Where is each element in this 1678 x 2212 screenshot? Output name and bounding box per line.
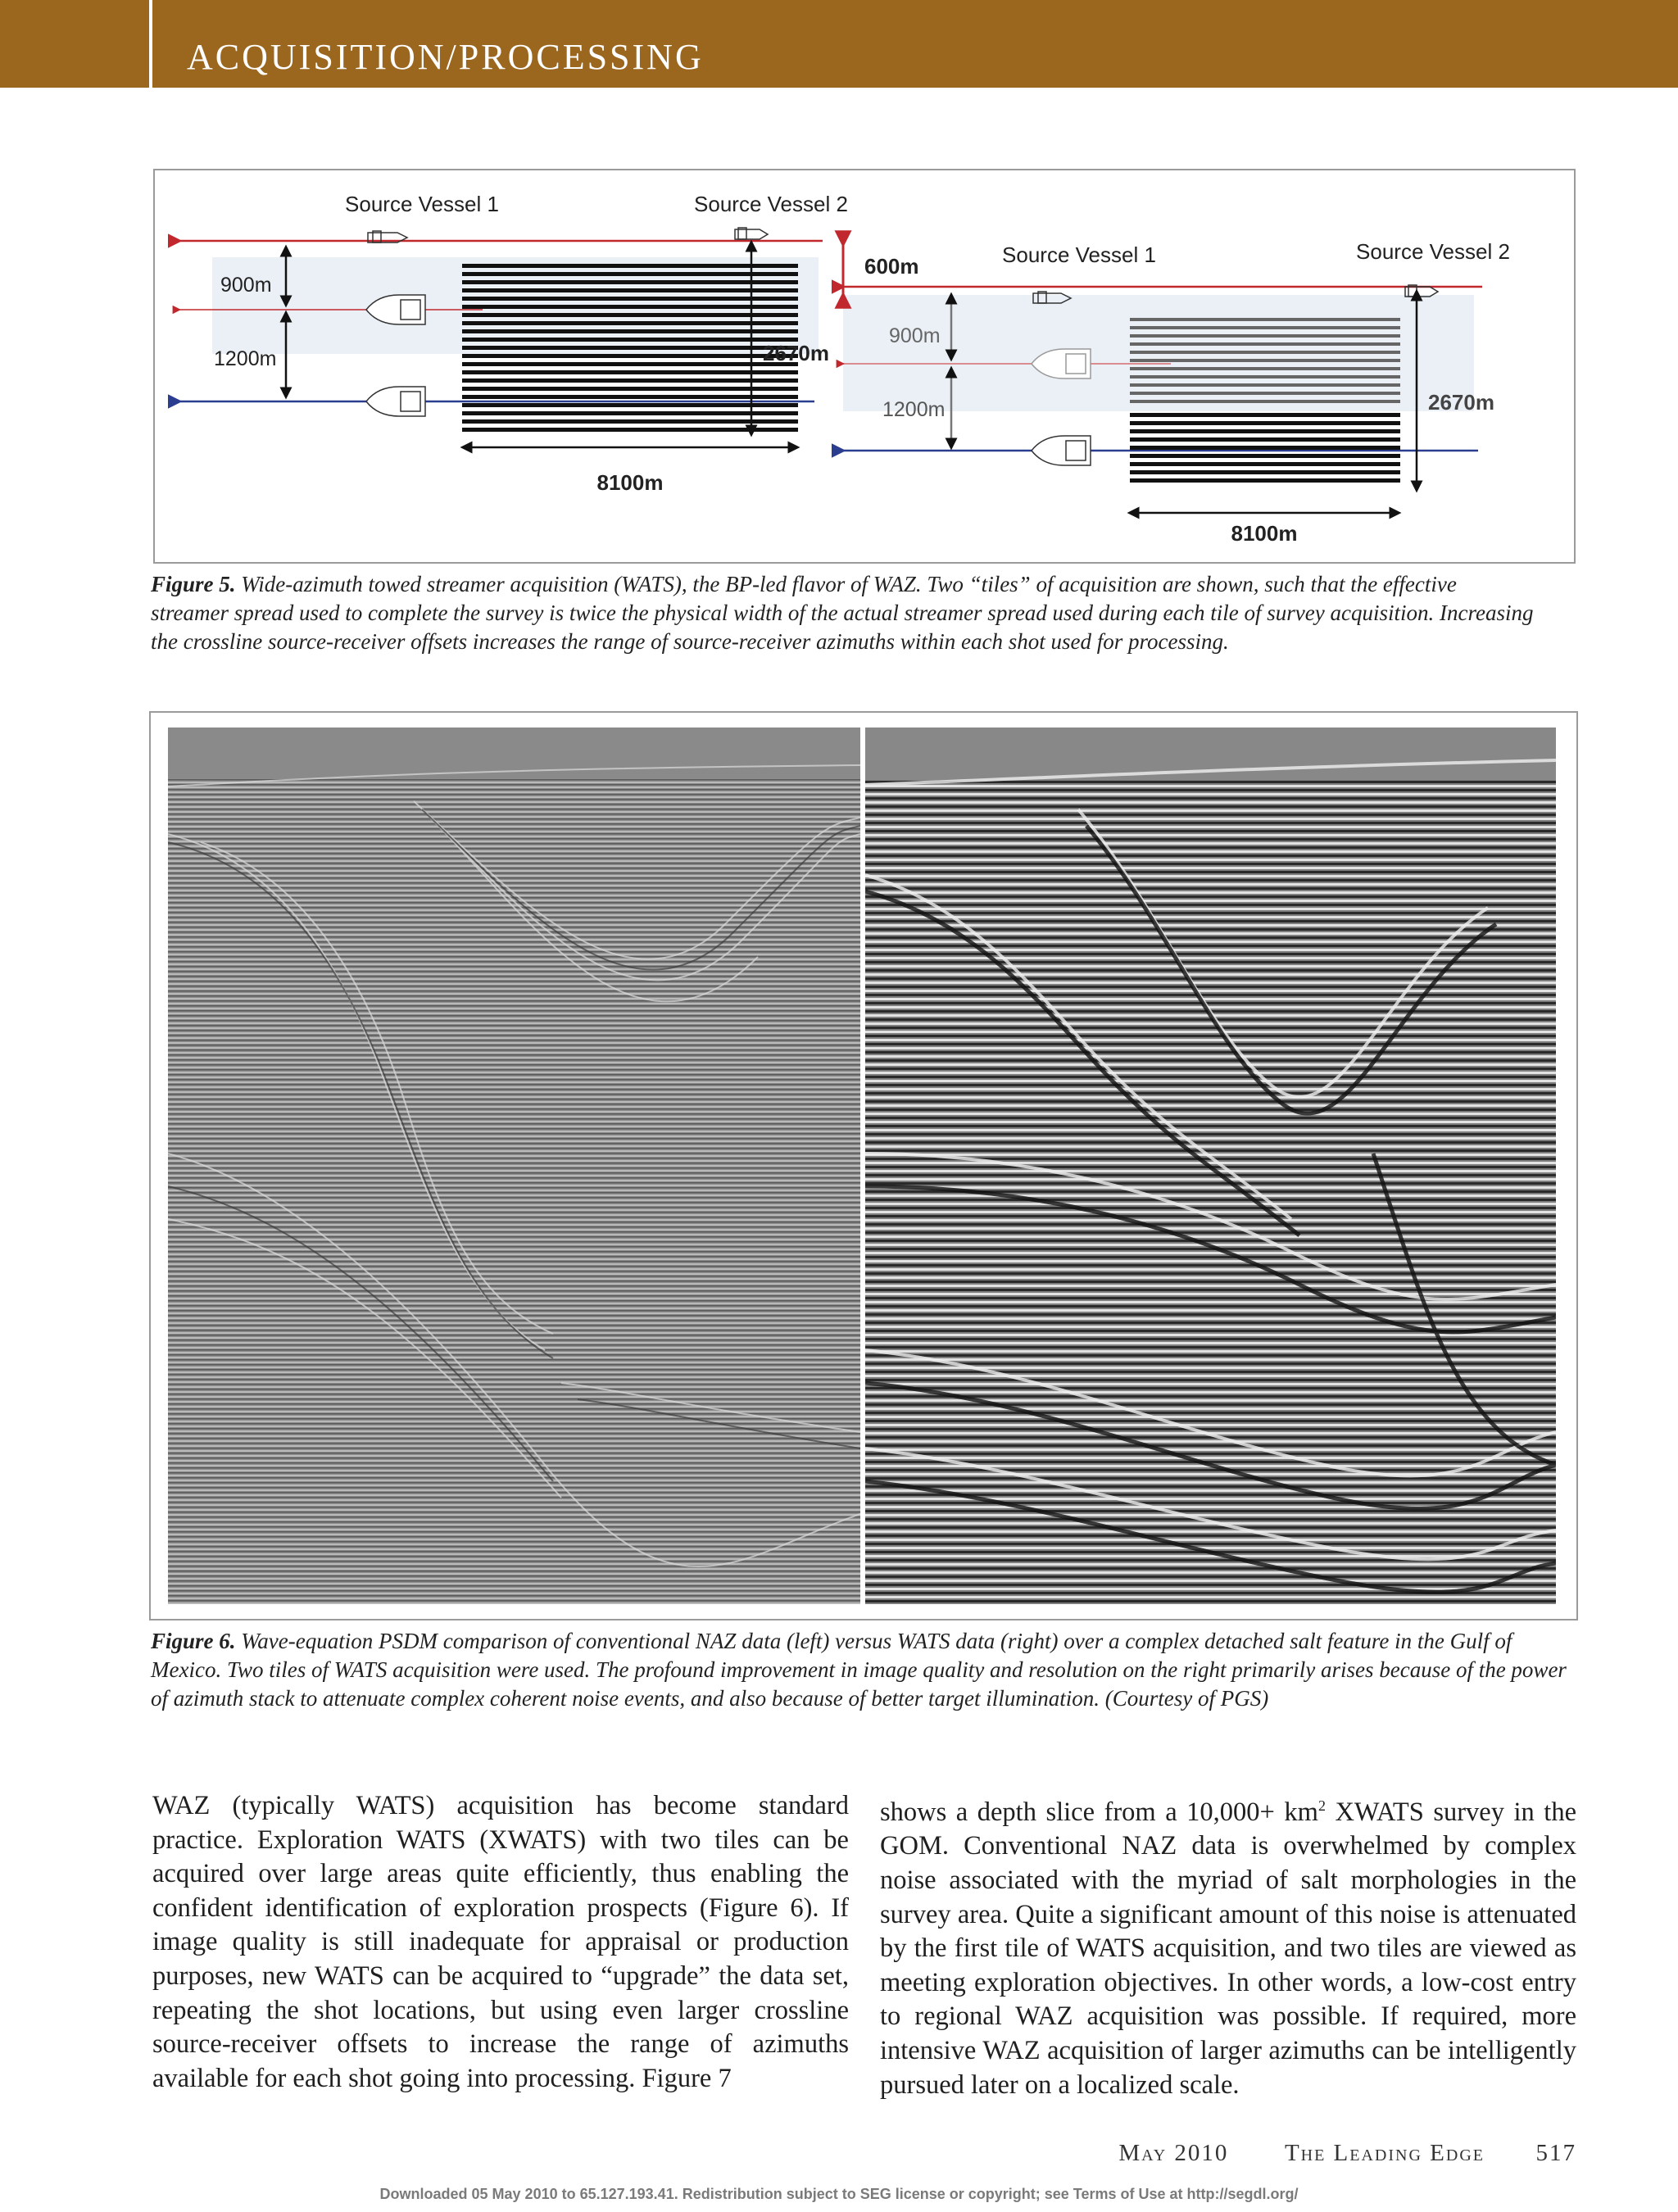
boat-icon xyxy=(1032,436,1091,465)
body-column-right-part1: shows a depth slice from a 10,000+ km xyxy=(880,1797,1318,1827)
journal-name: The Leading Edge xyxy=(1284,2140,1485,2166)
section-title: ACQUISITION/PROCESSING xyxy=(187,37,704,77)
right-streamer-spread xyxy=(1130,318,1400,483)
dim-8100-label: 8100m xyxy=(596,470,664,495)
dim-600-label: 600m xyxy=(864,254,919,279)
body-column-right-part2: XWATS survey in the GOM. Conventional NAZ data is overwhelmed by complex noise associated with the myriad of salt morphologies in the survey area. Quite a significant amount of this noise is attenuated by the first tile of WATS acquisition, and two tiles are viewed as meeting exploration objectives. In other words, a low-cost entry to regional WAZ acquisition was possible. If required, more intensive WAZ acquisition of larger azimuths can be intelligently pursued later on a localized scale. xyxy=(880,1797,1576,2100)
body-column-left: WAZ (typically WATS) acquisition has become standard practice. Exploration WATS (XWATS) with two tiles can be acquired over large areas quite efficiently, thus enabling the confident identification of exploration prospects (Figure 6). If image quality is still inadequate for appraisal or production purposes, new WATS can be acquired to “upgrade” the data set, repeating the shot locations, but using even larger crossline source-receiver offsets to increase the range of azimuths available for each shot going into processing. Figure 7 xyxy=(152,1791,849,2093)
dim-1200-label: 1200m xyxy=(214,347,277,370)
issue-date: May 2010 xyxy=(1118,2140,1229,2166)
page-number: 517 xyxy=(1535,2140,1576,2166)
right-dim-2670-label: 2670m xyxy=(1428,390,1494,415)
figure-6-caption xyxy=(151,1627,1568,1713)
figure-6-caption-text: Wave-equation PSDM comparison of conventional NAZ data (left) versus WATS data (right) over a complex detached salt feature in the Gulf of Mexico. Two tiles of WATS acquisition were used. The profound improvement in image quality and resolution on the right primarily arises because of the power of azimuth stack to attenuate complex coherent noise events, and also because of better target illumination. (Courtesy of PGS) xyxy=(151,1629,1567,1711)
figure-6-caption-label: Figure 6. xyxy=(151,1629,236,1653)
boat-icon xyxy=(735,228,768,239)
boat-icon xyxy=(366,387,425,416)
figure-5-caption xyxy=(151,570,1535,656)
source-vessel-2-label: Source Vessel 2 xyxy=(694,192,848,216)
journal-footer xyxy=(1118,2140,1576,2167)
right-dim-1200-label: 1200m xyxy=(882,398,946,421)
superscript: 2 xyxy=(1317,1797,1326,1814)
source-vessel-1-label: Source Vessel 1 xyxy=(345,192,499,216)
left-streamer-spread xyxy=(462,264,798,432)
dim-900-label: 900m xyxy=(220,274,272,297)
figure-5-caption-label: Figure 5. xyxy=(151,572,236,596)
body-column-right xyxy=(880,1789,1576,2102)
header-divider xyxy=(149,0,152,88)
download-notice: Downloaded 05 May 2010 to 65.127.193.41. Redistribution subject to SEG license or copyright; see Terms of Use at http://segdl.org/ xyxy=(379,2186,1299,2202)
seismic-panel-naz xyxy=(168,728,860,1604)
figure-5-caption-text: Wide-azimuth towed streamer acquisition (WATS), the BP-led flavor of WAZ. Two “tiles” of acquisition are shown, such that the effective streamer spread used to complete the survey is twice the physical width of the actual streamer spread used during each tile of survey acquisition. Increasing the crossline source-receiver offsets increases the range of source-receiver azimuths within each shot used for processing. xyxy=(151,572,1534,654)
right-dim-900-label: 900m xyxy=(889,324,941,347)
figure-5-diagram xyxy=(153,169,1576,564)
right-source-vessel-2-label: Source Vessel 2 xyxy=(1356,239,1510,264)
seismic-panel-wats xyxy=(865,728,1556,1604)
dim-2670-label: 2670m xyxy=(763,341,829,365)
right-source-vessel-1-label: Source Vessel 1 xyxy=(1002,243,1156,267)
right-dim-8100-label: 8100m xyxy=(1231,521,1298,546)
